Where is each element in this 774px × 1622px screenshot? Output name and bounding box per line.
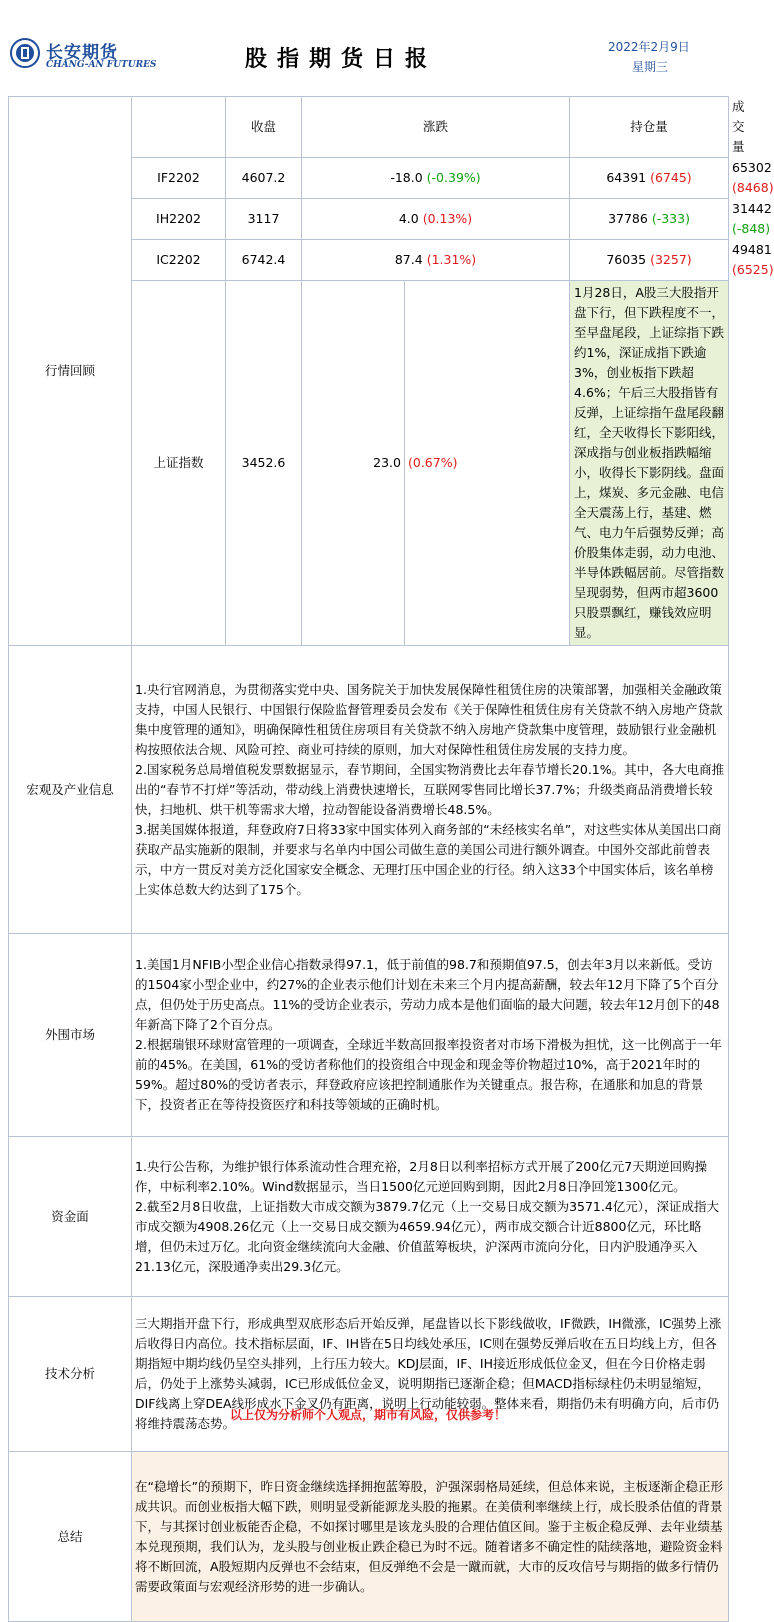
section-row-funding	[9, 1137, 729, 1297]
oi-change: (-333)	[651, 211, 690, 226]
paragraph: 三大期指开盘下行，形成典型双底形态后开始反弹，尾盘皆以长下影线做收，IF微跌，IH微涨，IC强势上涨后收得日内高位。技术指标层面，IF、IH皆在5日均线处承压，IC则在强势反弹后收在五日均线上方，但各期指短中期均线仍呈空头排列，上行压力较大。KDJ层面，IF、IH接近形成低位金叉，但在今日价格走弱后，仍处于上涨势头减弱，IC已形成低位金叉，说明期指已逐渐企稳；但MACD指标绿柱仍未明显缩短，DIF线离上穿DEA线形成水下金叉仍有距离，说明上行动能较弱。整体来看，期指仍未有明确方向，后市仍将维持震荡态势。	[135, 1316, 722, 1431]
risk-disclaimer: 以上仅为分析师个人观点，期市有风险，仅供参考！	[229, 1408, 506, 1422]
section-label-overseas: 外围市场	[9, 934, 132, 1137]
volume-change: (-848)	[732, 221, 771, 236]
section-body-funding	[132, 1137, 729, 1297]
volume-value: 31442	[732, 201, 772, 216]
section-row-technical	[9, 1297, 729, 1452]
change-pct: (0.13%)	[422, 211, 473, 226]
column-header: 收盘	[226, 97, 302, 158]
column-header: 持仓量	[570, 97, 729, 158]
report-header	[0, 0, 731, 96]
index-close: 3452.6	[226, 281, 302, 646]
close-value: 3117	[226, 199, 302, 240]
market-header-row: 行情回顾 收盘 涨跌 持仓量 成交量	[9, 97, 729, 158]
change-cell	[302, 158, 570, 199]
index-name: 上证指数	[132, 281, 226, 646]
company-logo-icon	[10, 38, 40, 68]
section-label-technical: 技术分析	[9, 1297, 132, 1452]
paragraph: 1.央行公告称，为维护银行体系流动性合理充裕，2月8日以利率招标方式开展了200亿元7天期逆回购操作，中标利率2.10%。Wind数据显示，当日1500亿元逆回购到期，因此2月8日净回笼1300亿元。	[135, 1158, 708, 1194]
change-value: -18.0	[390, 170, 423, 185]
section-body-macro	[132, 646, 729, 934]
volume-value: 49481	[732, 242, 772, 257]
close-value: 6742.4	[226, 240, 302, 281]
paragraph: 1.美国1月NFIB小型企业信心指数录得97.1，低于前值的98.7和预期值97.5，创去年3月以来新低。受访的1504家小型企业中，约27%的企业表示他们计划在未来三个月内提高薪酬，较去年12月下降了5个百分点，但仍处于历史高点。11%的受访企业表示，劳动力成本是他们面临的最大问题，较去年12月创下的48年新高下降了2个百分点。	[135, 957, 720, 1032]
oi-cell	[570, 158, 729, 199]
section-label-funding: 资金面	[9, 1137, 132, 1297]
oi-value: 64391	[606, 170, 647, 185]
index-change-pct: (0.67%)	[405, 281, 570, 646]
section-label-review: 行情回顾	[9, 97, 132, 646]
volume-value: 65302	[732, 160, 772, 175]
change-value: 87.4	[394, 252, 423, 267]
oi-value: 76035	[606, 252, 647, 267]
paragraph: 3.据美国媒体报道，拜登政府7日将33家中国实体列入商务部的“未经核实名单”，对这些实体从美国出口商获取产品实施新的限制，并要求与名单内中国公司做生意的美国公司进行额外调查。中国外交部此前曾表示，中方一贯反对美方泛化国家安全概念、无理打压中国企业的行径。纳入这33个中国实体后，该名单榜上实体总数大约达到了175个。	[135, 821, 722, 897]
oi-value: 37786	[608, 211, 648, 226]
report-date: 2022年2月9日	[608, 40, 690, 54]
brand-name-en: CHANG-AN FUTURES	[46, 60, 157, 70]
oi-change: (3257)	[650, 252, 692, 267]
report-weekday: 星期三	[632, 60, 669, 74]
change-cell	[302, 199, 570, 240]
oi-cell	[570, 199, 729, 240]
section-row-overseas	[9, 934, 729, 1137]
contract-name: IH2202	[132, 199, 226, 240]
section-label-summary: 总结	[9, 1452, 132, 1622]
contract-name: IF2202	[132, 158, 226, 199]
section-body-overseas	[132, 934, 729, 1137]
volume-change: (6525)	[732, 262, 774, 277]
section-row-summary	[9, 1452, 729, 1622]
report-table	[8, 96, 774, 1622]
brand-name: 长安期货	[46, 43, 118, 63]
section-body-summary	[132, 1452, 729, 1622]
oi-cell	[570, 240, 729, 281]
contract-name: IC2202	[132, 240, 226, 281]
change-value: 4.0	[398, 211, 419, 226]
paragraph: 2.国家税务总局增值税发票数据显示，春节期间，全国实物消费比去年春节增长20.1%。其中，各大电商推出的“春节不打烊”等活动，带动线上消费快速增长，互联网零售同比增长37.7%；升级类商品消费增长较快，扫地机、烘干机等需求大增，拉动智能设备消费增长48.5%。	[135, 761, 725, 817]
section-label-macro: 宏观及产业信息	[9, 646, 132, 934]
paragraph: 在“稳增长”的预期下，昨日资金继续选择拥抱蓝筹股，沪强深弱格局延续，但总体来说，主板逐渐企稳正形成共识。而创业板指大幅下跌，则明显受新能源龙头股的拖累。在美债利率继续上行，成长股杀估值的背景下，与其探讨创业板能否企稳，不如探讨哪里是该龙头股的合理估值区间。鉴于主板企稳反弹、去年业绩基本兑现预期，我们认为，龙头股与创业板止跌企稳已为时不远。随着诸多不确定性的陆续落地，避险资金料将不断回流，A股短期内反弹也不会结束，但反弹绝不会是一蹴而就，大市的反攻信号与期指的做多行情仍需要政策面与宏观经济形势的进一步确认。	[135, 1478, 723, 1594]
volume-change: (8468)	[732, 180, 774, 195]
close-value: 4607.2	[226, 158, 302, 199]
index-change: 23.0	[302, 281, 405, 646]
review-note: 1月28日，A股三大股指开盘下行，但下跌程度不一，至早盘尾段，上证综指下跌约1%，深证成指下跌逾3%，创业板指下跌超4.6%；午后三大股指皆有反弹，上证综指午盘尾段翻红，全天收得长下影阳线，深成指与创业板指跌幅缩小，收得长下影阴线。盘面上，煤炭、多元金融、电信全天震荡上行，基建、燃气、电力午后强势反弹；高价股集体走弱，动力电池、半导体跌幅居前。尽管指数呈现弱势，但两市超3600只股票飘红，赚钱效应明显。	[570, 281, 729, 646]
column-header: 涨跌	[302, 97, 570, 158]
paragraph: 2.截至2月8日收盘，上证指数大市成交额为3879.7亿元（上一交易日成交额为3571.4亿元），深证成指大市成交额为4908.26亿元（上一交易日成交额为4659.94亿元），两市成交额合计近8800亿元，环比略增，但仍未过万亿。北向资金继续流向大金融、价值蓝筹板块，沪深两市流向分化，日内沪股通净买入21.13亿元，深股通净卖出29.3亿元。	[135, 1198, 720, 1274]
change-pct: (-0.39%)	[426, 170, 481, 185]
change-cell	[302, 240, 570, 281]
report-title: 股指期货日报	[245, 47, 438, 72]
oi-change: (6745)	[650, 170, 692, 185]
section-body-technical	[132, 1297, 729, 1452]
change-pct: (1.31%)	[426, 252, 477, 267]
section-row-macro	[9, 646, 729, 934]
paragraph: 2.根据瑞银环球财富管理的一项调查，全球近半数高回报率投资者对市场下滑极为担忧，这一比例高于一年前的45%。在美国，61%的受访者称他们的投资组合中现金和现金等价物超过10%，高于2021年时的59%。超过80%的受访者表示，拜登政府应该把控制通胀作为关键重点。报告称，在通胀和加息的背景下，投资者正在等待投资医疗和科技等领域的正确时机。	[135, 1037, 722, 1112]
column-header	[132, 97, 226, 158]
paragraph: 1.央行官网消息，为贯彻落实党中央、国务院关于加快发展保障性租赁住房的决策部署，加强相关金融政策支持，中国人民银行、中国银行保险监督管理委员会发布《关于保障性租赁住房有关贷款不纳入房地产贷款集中度管理的通知》，明确保障性租赁住房项目有关贷款不纳入房地产贷款集中度管理，鼓励银行业金融机构按照依法合规、风险可控、商业可持续的原则，加大对保障性租赁住房发展的支持力度。	[135, 681, 723, 757]
